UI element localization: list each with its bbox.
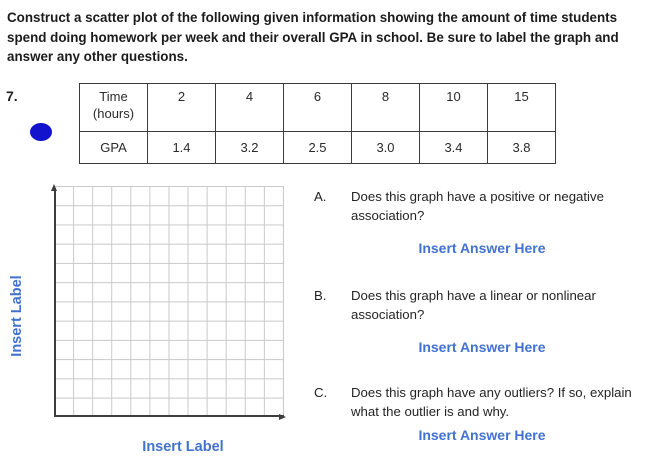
insert-answer-link-a[interactable]: Insert Answer Here: [418, 240, 546, 256]
table-cell-gpa-2: 3.2: [216, 132, 284, 164]
instructions-text: Construct a scatter plot of the following given information showing the amount of time students spend doing homework per week and their overall GPA in school. Be sure to label the graph and answer any other questions.: [7, 10, 619, 64]
y-axis-arrow-icon: [51, 184, 57, 191]
plot-grid: [54, 186, 284, 417]
table-cell-time-1: 2: [148, 84, 216, 132]
table-cell-time-3: 6: [284, 84, 352, 132]
scatter-plot-area[interactable]: [54, 186, 284, 417]
insert-answer-link-b[interactable]: Insert Answer Here: [418, 339, 546, 355]
table-cell-time-2: 4: [216, 84, 284, 132]
question-a-letter: A.: [314, 189, 327, 204]
table-row-time: [80, 84, 556, 132]
x-axis-line: [54, 415, 284, 417]
table-cell-time-6: 15: [488, 84, 556, 132]
table-cell-time-5: 10: [420, 84, 488, 132]
question-b-letter: B.: [314, 288, 327, 303]
question-c: [314, 383, 650, 443]
problem-number: 7.: [6, 88, 18, 104]
table-header-time: Time (hours): [80, 84, 148, 132]
bullet-dot-icon: [30, 123, 52, 141]
question-a: [314, 187, 650, 256]
table-cell-gpa-3: 2.5: [284, 132, 352, 164]
table-cell-gpa-6: 3.8: [488, 132, 556, 164]
table-header-gpa: GPA: [80, 132, 148, 164]
question-b: [314, 286, 650, 355]
x-axis-arrow-icon: [279, 414, 286, 420]
table-cell-time-4: 8: [352, 84, 420, 132]
question-c-letter: C.: [314, 385, 328, 400]
y-axis-label-placeholder[interactable]: Insert Label: [9, 275, 25, 357]
question-a-text: Does this graph have a positive or negative association?: [351, 189, 604, 223]
x-axis-label-placeholder[interactable]: Insert Label: [142, 439, 224, 455]
y-axis-line: [54, 188, 56, 417]
question-c-text: Does this graph have any outliers? If so, explain what the outlier is and why.: [351, 385, 632, 419]
table-cell-gpa-4: 3.0: [352, 132, 420, 164]
table-row-gpa: [80, 132, 556, 164]
table-cell-gpa-1: 1.4: [148, 132, 216, 164]
insert-answer-link-c[interactable]: Insert Answer Here: [418, 427, 546, 443]
table-cell-gpa-5: 3.4: [420, 132, 488, 164]
data-table: [79, 83, 556, 164]
question-b-text: Does this graph have a linear or nonlinear association?: [351, 288, 596, 322]
